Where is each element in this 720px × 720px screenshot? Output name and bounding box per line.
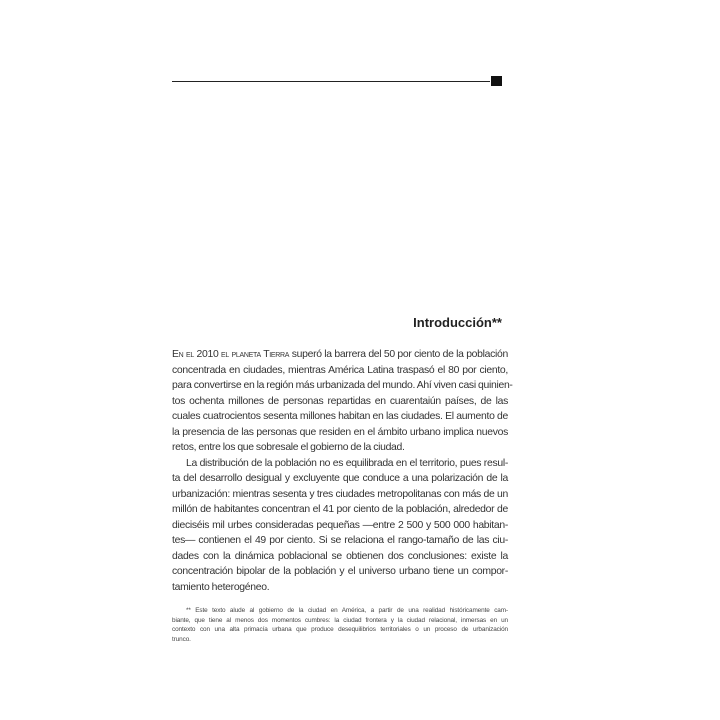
footnote	[172, 606, 508, 644]
paragraph-line: La distribución de la población no es equilibrada en el territorio, pues resul-	[186, 457, 508, 469]
footnote-line: biante, que tiene al menos dos momentos cumbres: la ciudad frontera y la ciudad relacional, inmersas en un	[172, 616, 508, 624]
footnote-line: contexto con una alta primacía urbana que produce desequilibrios territoriales o un proceso de urbanización	[172, 626, 508, 634]
line-text: superó la barrera del 50 por ciento de la población	[289, 349, 508, 360]
body-text	[172, 347, 513, 595]
paragraph-line: ta del desarrollo desigual y excluyente que conduce a una polarización de la	[172, 473, 508, 484]
paragraph-1	[172, 347, 513, 456]
paragraph-line: concentración bipolar de la población y el universo urbano tiene un compor-	[172, 566, 508, 577]
section-heading: Introducción**	[413, 315, 502, 330]
footnote-line: ** Este texto alude al gobierno de la ciudad en América, a partir de una realidad históricamente cam-	[186, 607, 508, 614]
footnote-line: trunco.	[172, 635, 191, 643]
paragraph-line: millón de habitantes concentran el 41 por ciento de la población, alrededor de	[172, 504, 508, 515]
paragraph-line: tamiento heterogéneo.	[172, 581, 270, 593]
paragraph-line: retos, entre los que sobresale el gobierno de la ciudad.	[172, 442, 405, 453]
paragraph-line: tos ochenta millones de personas repartidas en cuarentaiún países, de las	[172, 395, 508, 407]
paragraph-2	[172, 456, 508, 596]
lead-in-smallcaps: En el 2010 el planeta Tierra	[172, 349, 290, 360]
paragraph-line: la presencia de las personas que residen en el ámbito urbano implica nuevos	[172, 426, 508, 438]
paragraph-line: urbanización: mientras sesenta y tres ciudades metropolitanas con más de un	[172, 488, 508, 500]
header-square-marker	[491, 76, 502, 86]
paragraph-line: dades con la dinámica poblacional se obtienen dos conclusiones: existe la	[172, 550, 508, 562]
paragraph-line: concentrada en ciudades, mientras América Latina traspasó el 80 por ciento,	[172, 364, 508, 376]
paragraph-line: tes— contienen el 49 por ciento. Si se relaciona el rango-tamaño de las ciu-	[172, 535, 508, 546]
paragraph-line: para convertirse en la región más urbanizada del mundo. Ahí viven casi quinien-	[172, 380, 513, 391]
paragraph-line: dieciséis mil urbes consideradas pequeñas —entre 2 500 y 500 000 habitan-	[172, 519, 508, 531]
paragraph-line	[172, 347, 508, 363]
paragraph-line: cuales cuatrocientos sesenta millones habitan en las ciudades. El aumento de	[172, 411, 508, 422]
header-rule	[172, 81, 490, 82]
